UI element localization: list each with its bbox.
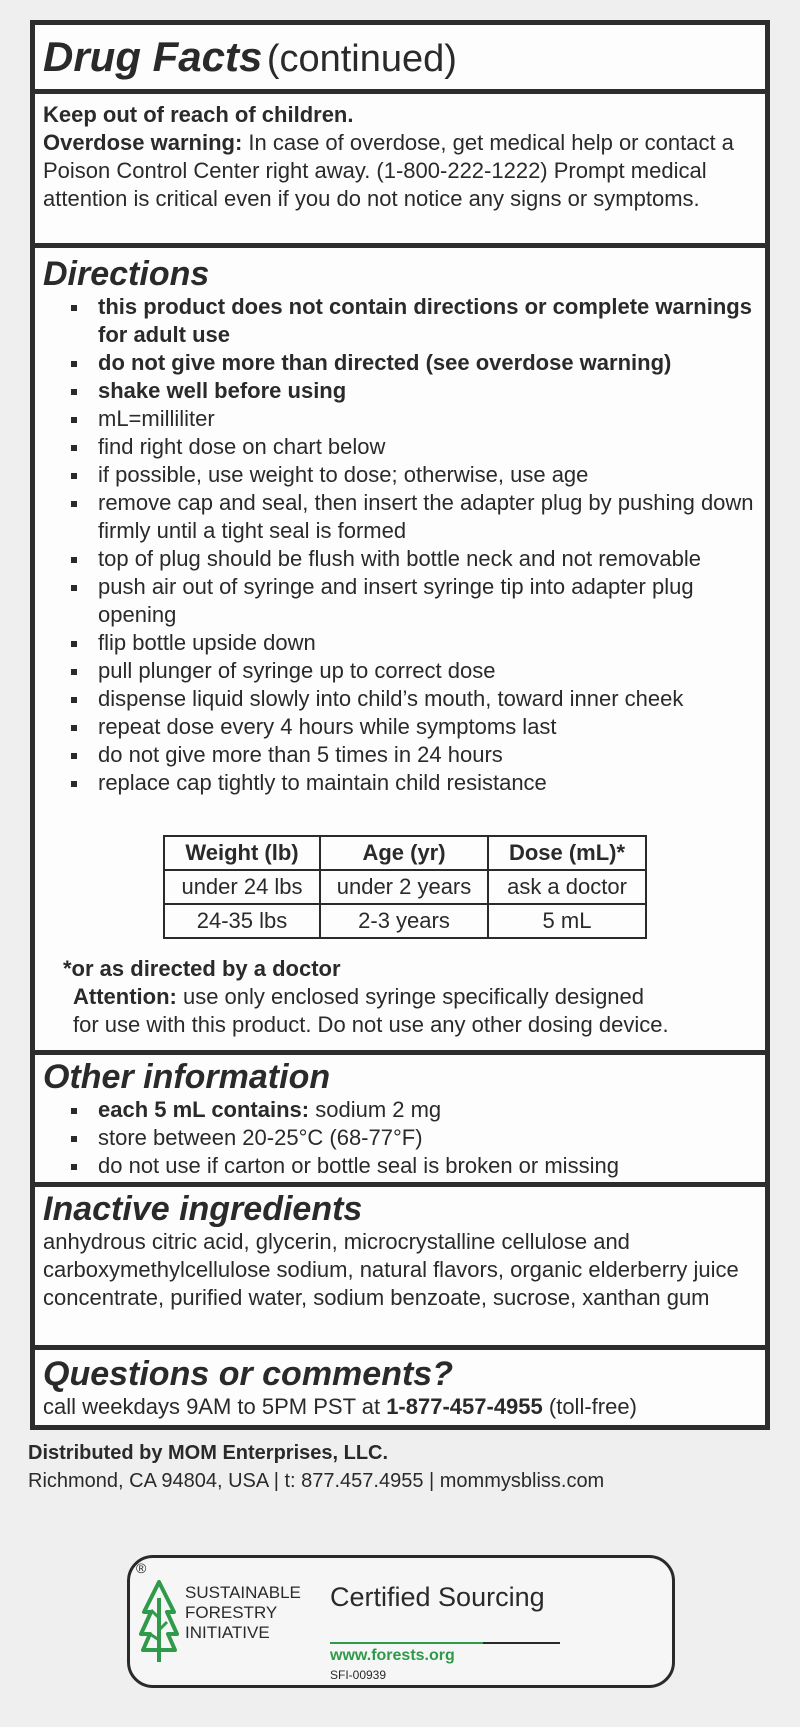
inactive-section — [43, 1190, 757, 1312]
list-item: do not use if carton or bottle seal is broken or missing — [43, 1152, 757, 1180]
certified-sourcing-label: Certified Sourcing — [330, 1582, 545, 1612]
overdose-label: Overdose warning: — [43, 130, 243, 155]
divider — [35, 1182, 765, 1187]
table-row — [164, 904, 646, 938]
questions-text — [43, 1393, 757, 1421]
table-cell: under 24 lbs — [164, 870, 320, 904]
item-text: sodium 2 mg — [309, 1097, 442, 1122]
directions-item: do not give more than directed (see overdose warning) — [43, 349, 757, 377]
directions-item: dispense liquid slowly into child’s mouth, toward inner cheek — [43, 685, 757, 713]
other-info-section — [43, 1058, 757, 1180]
doctor-footnote: *or as directed by a doctor — [63, 956, 341, 981]
page-title-continued: (continued) — [266, 38, 457, 80]
directions-item: this product does not contain directions or complete warnings for adult use — [43, 293, 757, 349]
questions-prefix: call weekdays 9AM to 5PM PST at — [43, 1394, 387, 1419]
directions-title: Directions — [43, 255, 210, 293]
inactive-text: anhydrous citric acid, glycerin, microcrystalline cellulose and carboxymethylcellulose sodium, natural flavors, organic elderberry juice concentrate, purified water, sodium benzoate, sucrose, xanthan gum — [43, 1229, 739, 1310]
directions-item: remove cap and seal, then insert the adapter plug by pushing down firmly until a tight seal is formed — [43, 489, 757, 545]
table-cell: 5 mL — [488, 904, 646, 938]
sfi-name-line: INITIATIVE — [185, 1623, 270, 1642]
drug-facts-panel — [30, 20, 770, 1430]
divider — [35, 1050, 765, 1055]
directions-item: flip bottle upside down — [43, 629, 757, 657]
sfi-name-line: FORESTRY — [185, 1603, 278, 1622]
registered-mark: ® — [136, 1560, 147, 1576]
toll-free-phone: 1-877-457-4955 — [386, 1394, 543, 1419]
table-cell: ask a doctor — [488, 870, 646, 904]
sfi-name-line: SUSTAINABLE — [185, 1583, 301, 1602]
directions-item: do not give more than 5 times in 24 hours — [43, 741, 757, 769]
sfi-url: www.forests.org — [330, 1647, 455, 1664]
table-cell: under 2 years — [320, 870, 488, 904]
table-header-cell: Dose (mL)* — [488, 836, 646, 870]
sfi-name — [185, 1583, 301, 1643]
table-header-row — [164, 836, 646, 870]
inactive-title: Inactive ingredients — [43, 1190, 363, 1228]
directions-item: top of plug should be flush with bottle neck and not removable — [43, 545, 757, 573]
list-item: store between 20-25°C (68-77°F) — [43, 1124, 757, 1152]
attention-label: Attention: — [73, 984, 177, 1009]
distributor-address: Richmond, CA 94804, USA | t: 877.457.4955 | mommysbliss.com — [28, 1470, 605, 1492]
drug-facts-header — [43, 33, 757, 83]
other-info-list — [43, 1096, 757, 1180]
other-info-title: Other information — [43, 1058, 331, 1096]
directions-item: repeat dose every 4 hours while symptoms last — [43, 713, 757, 741]
directions-item: if possible, use weight to dose; otherwise, use age — [43, 461, 757, 489]
table-row — [164, 870, 646, 904]
page-title: Drug Facts — [43, 33, 263, 80]
directions-item: mL=milliliter — [43, 405, 757, 433]
table-cell: 2-3 years — [320, 904, 488, 938]
directions-item: pull plunger of syringe up to correct dose — [43, 657, 757, 685]
directions-item: shake well before using — [43, 377, 757, 405]
directions-item: find right dose on chart below — [43, 433, 757, 461]
sfi-rule-green — [330, 1642, 483, 1644]
overdose-section — [43, 101, 757, 213]
divider — [35, 243, 765, 248]
attention-text: use only enclosed syringe specifically designed — [176, 984, 645, 1009]
list-item — [43, 1096, 757, 1124]
attention-note — [63, 983, 757, 1039]
overdose-text: In case of overdose, get medical help or contact a Poison Control Center right away. (1-800-222-1222) Prompt medical attention is critical even if you do not notice any signs or symptoms. — [43, 130, 734, 211]
sfi-tree-logo-icon — [138, 1578, 180, 1664]
questions-section — [43, 1355, 757, 1421]
divider — [35, 89, 765, 94]
questions-suffix: (toll-free) — [542, 1394, 637, 1419]
directions-section — [43, 255, 757, 797]
dose-table — [163, 835, 647, 939]
directions-item: push air out of syringe and insert syringe tip into adapter plug opening — [43, 573, 757, 629]
attention-text-2: for use with this product. Do not use any other dosing device. — [73, 1012, 669, 1037]
sfi-rule-dark — [483, 1642, 560, 1644]
directions-footnote-block — [63, 955, 757, 1039]
keep-out-line: Keep out of reach of children. — [43, 102, 354, 127]
distributor-name: Distributed by MOM Enterprises, LLC. — [28, 1442, 389, 1464]
divider — [35, 1345, 765, 1350]
item-label: each 5 mL contains: — [98, 1097, 310, 1122]
directions-item: replace cap tightly to maintain child resistance — [43, 769, 757, 797]
sfi-certification-box — [127, 1555, 675, 1688]
directions-list — [43, 293, 757, 797]
sfi-code: SFI-00939 — [330, 1668, 387, 1682]
table-header-cell: Age (yr) — [320, 836, 488, 870]
questions-title: Questions or comments? — [43, 1355, 453, 1393]
overdose-warning — [43, 129, 757, 213]
table-cell: 24-35 lbs — [164, 904, 320, 938]
table-header-cell: Weight (lb) — [164, 836, 320, 870]
